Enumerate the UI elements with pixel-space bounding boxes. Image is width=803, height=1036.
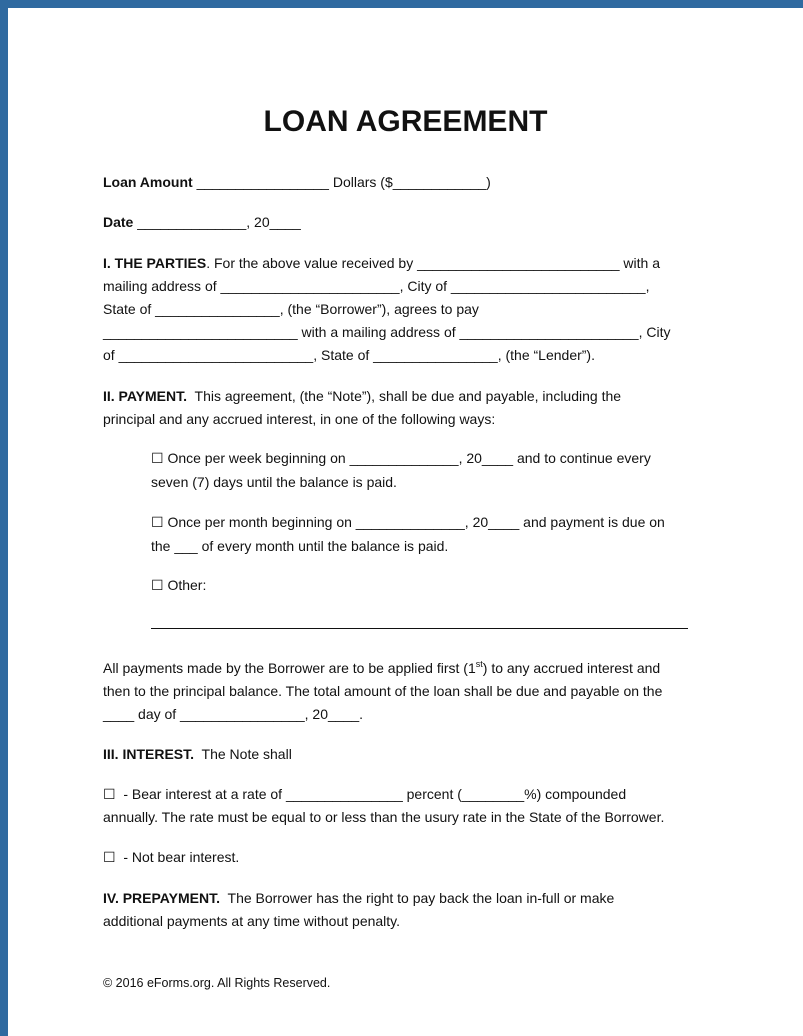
applied-text-a: All payments made by the Borrower are to be applied first (1 [103, 660, 476, 676]
applied-line-1 [103, 659, 660, 677]
applied-line-2: then to the principal balance. The total amount of the loan shall be due and payable on the [103, 683, 663, 699]
date-blanks: ______________, 20____ [133, 214, 301, 230]
document-title: LOAN AGREEMENT [263, 105, 548, 138]
date-line [103, 213, 301, 231]
interest-option-bear-cont: annually. The rate must be equal to or less than the usury rate in the State of the Borrower. [103, 809, 665, 825]
payment-option-weekly-cont: seven (7) days until the balance is paid. [151, 474, 397, 490]
loan-amount-label: Loan Amount [103, 174, 193, 190]
other-blank-line[interactable] [151, 628, 688, 629]
payment-option-weekly[interactable]: ☐ Once per week beginning on ______________, 20____ and to continue every [151, 450, 651, 466]
interest-heading: III. INTEREST. [103, 746, 195, 762]
copyright-footer: © 2016 eForms.org. All Rights Reserved. [103, 976, 331, 990]
payment-text-1: This agreement, (the “Note”), shall be due and payable, including the [187, 388, 622, 404]
prepayment-text-1: The Borrower has the right to pay back the loan in-full or make [219, 890, 615, 906]
applied-text-b: ) to any accrued interest and [482, 660, 661, 676]
payment-heading: II. PAYMENT. [103, 388, 188, 404]
parties-line-5: of _________________________, State of ________________, (the “Lender”). [103, 347, 595, 363]
interest-option-not-bear[interactable]: ☐ - Not bear interest. [103, 849, 240, 865]
parties-heading: I. THE PARTIES [103, 255, 207, 271]
interest-text-1: The Note shall [194, 746, 292, 762]
loan-amount-blanks: _________________ Dollars ($____________) [192, 174, 491, 190]
parties-line-4: _________________________ with a mailing address of _______________________, City [103, 324, 671, 340]
parties-line-1 [103, 254, 660, 272]
parties-line-2: mailing address of _______________________, City of _________________________, [103, 278, 650, 294]
interest-option-bear[interactable]: ☐ - Bear interest at a rate of _______________ percent (________%) compounded [103, 786, 627, 802]
applied-superscript: st [475, 659, 483, 669]
payment-line-2: principal and any accrued interest, in one of the following ways: [103, 411, 496, 427]
applied-line-3: ____ day of ________________, 20____. [103, 706, 364, 722]
loan-amount-line [103, 173, 491, 191]
prepayment-line-1 [103, 889, 614, 907]
date-label: Date [103, 214, 134, 230]
prepayment-heading: IV. PREPAYMENT. [103, 890, 220, 906]
document-page [8, 8, 803, 1036]
prepayment-line-2: additional payments at any time without penalty. [103, 913, 401, 929]
payment-option-monthly-cont: the ___ of every month until the balance is paid. [151, 538, 449, 554]
payment-line-1 [103, 387, 621, 405]
interest-line-1 [103, 745, 292, 763]
payment-option-other[interactable]: ☐ Other: [151, 577, 207, 593]
parties-line-3: State of ________________, (the “Borrower”), agrees to pay [103, 301, 479, 317]
parties-text-1: . For the above value received by __________________________ with a [206, 255, 660, 271]
payment-option-monthly[interactable]: ☐ Once per month beginning on ______________, 20____ and payment is due on [151, 514, 665, 530]
